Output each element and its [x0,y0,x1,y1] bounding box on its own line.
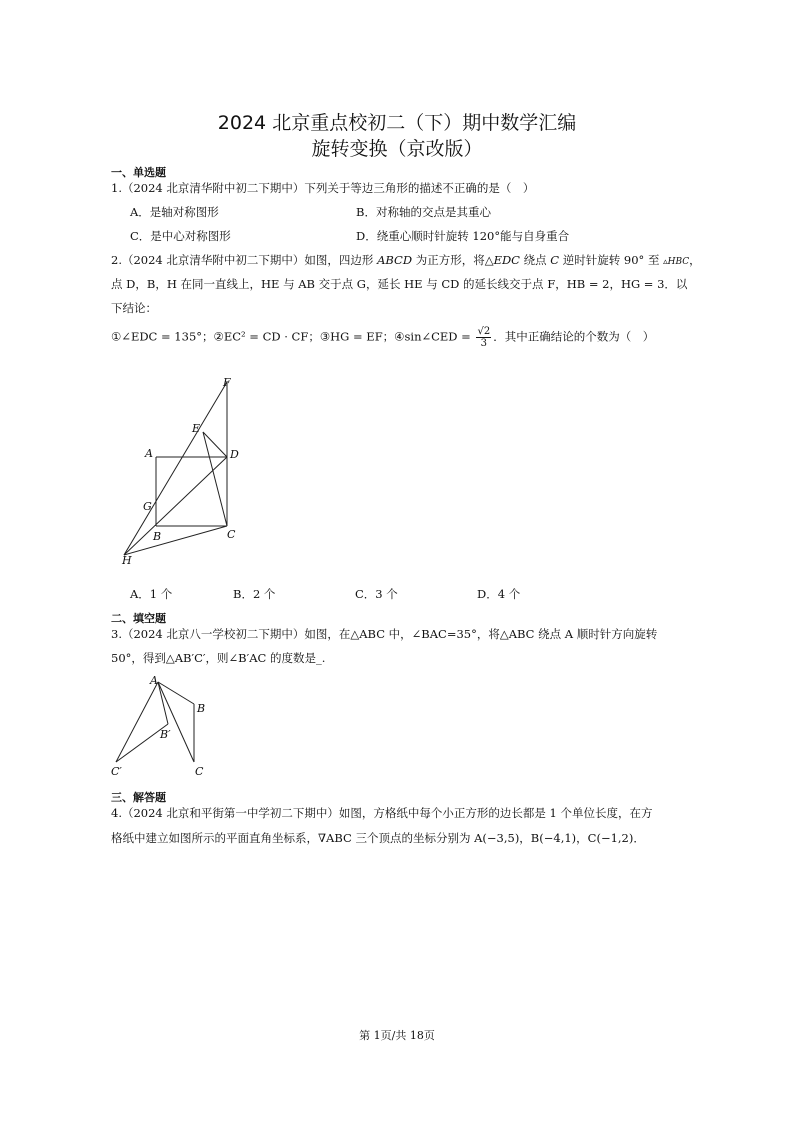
line-hgef [124,382,227,555]
page-subtitle: 旋转变换（京改版） [311,138,483,160]
q2-option-c: C．3 个 [355,587,398,601]
q3-rotation-figure [108,672,218,782]
label-d: D [230,448,239,461]
q2-geometry-figure [110,370,260,570]
label-b-prime: B′ [160,728,171,741]
label-b: B [153,530,162,543]
q1-stem: 1.（2024 北京清华附中初二下期中）下列关于等边三角形的描述不正确的是（ ） [111,181,535,195]
label-h: H [122,554,132,567]
label-f: F [223,376,231,389]
section-heading-fill-blank: 二、填空题 [111,612,166,625]
q4-line2: 格纸中建立如图所示的平面直角坐标系，∇ABC 三个顶点的坐标分别为 A(−3,5)，B(−4,1)，C(−1,2)． [111,831,645,845]
q3-line1: 3.（2024 北京八一学校初二下期中）如图，在△ABC 中，∠BAC=35°，将△ABC 绕点 A 顺时针方向旋转 [111,627,658,641]
label-a: A [150,674,158,687]
q2-option-b: B．2 个 [233,587,276,601]
q4-line1: 4.（2024 北京和平街第一中学初二下期中）如图，方格纸中每个小正方形的边长都是 1 个单位长度，在方 [111,806,653,820]
segment-ab-prime [158,682,168,724]
page-title: 2024 北京重点校初二（下）期中数学汇编 [217,112,577,134]
q1-option-c: C．是中心对称图形 [130,229,231,243]
label-c-prime: C′ [111,765,122,778]
segment-a-cprime [116,682,158,762]
section-heading-answer: 三、解答题 [111,791,166,804]
q2-conclusions: ①∠EDC = 135°；②EC² = CD · CF；③HG = EF；④sin∠CED = $\frac{√2}{3}$ ．其中正确结论的个数为（ ） [111,326,655,349]
label-b: B [197,702,206,715]
label-c: C [195,765,204,778]
q2-option-a: A．1 个 [130,587,173,601]
q2-line1: 2.（2024 北京清华附中初二下期中）如图，四边形 ABCD 为正方形，将△EDC 绕点 C 逆时针旋转 90° 至 ▵HBC， [111,253,701,267]
q1-option-a: A．是轴对称图形 [130,205,219,219]
q2-option-d: D．4 个 [477,587,521,601]
q1-option-d: D．绕重心顺时针旋转 120°能与自身重合 [356,229,570,243]
q2-line2: 点 D，B，H 在同一直线上，HE 与 AB 交于点 G，延长 HE 与 CD 的延长线交于点 F，HB = 2，HG = 3．以 [111,277,688,291]
label-c: C [227,528,236,541]
segment-ec [203,432,227,526]
label-e: E [192,422,201,435]
label-a: A [145,447,153,460]
q1-option-b: B．对称轴的交点是其重心 [356,205,491,219]
q2-fraction: $\frac{√2}{3}$ [477,326,491,349]
q3-line2: 50°，得到△AB′C′，则∠B′AC 的度数是_. [111,651,326,665]
segment-ac [158,682,194,762]
label-g: G [143,500,152,513]
page-footer: 第 1页/共 18页 [359,1029,435,1042]
q2-line3: 下结论： [111,301,157,315]
section-heading-single-choice: 一、单选题 [111,166,166,179]
